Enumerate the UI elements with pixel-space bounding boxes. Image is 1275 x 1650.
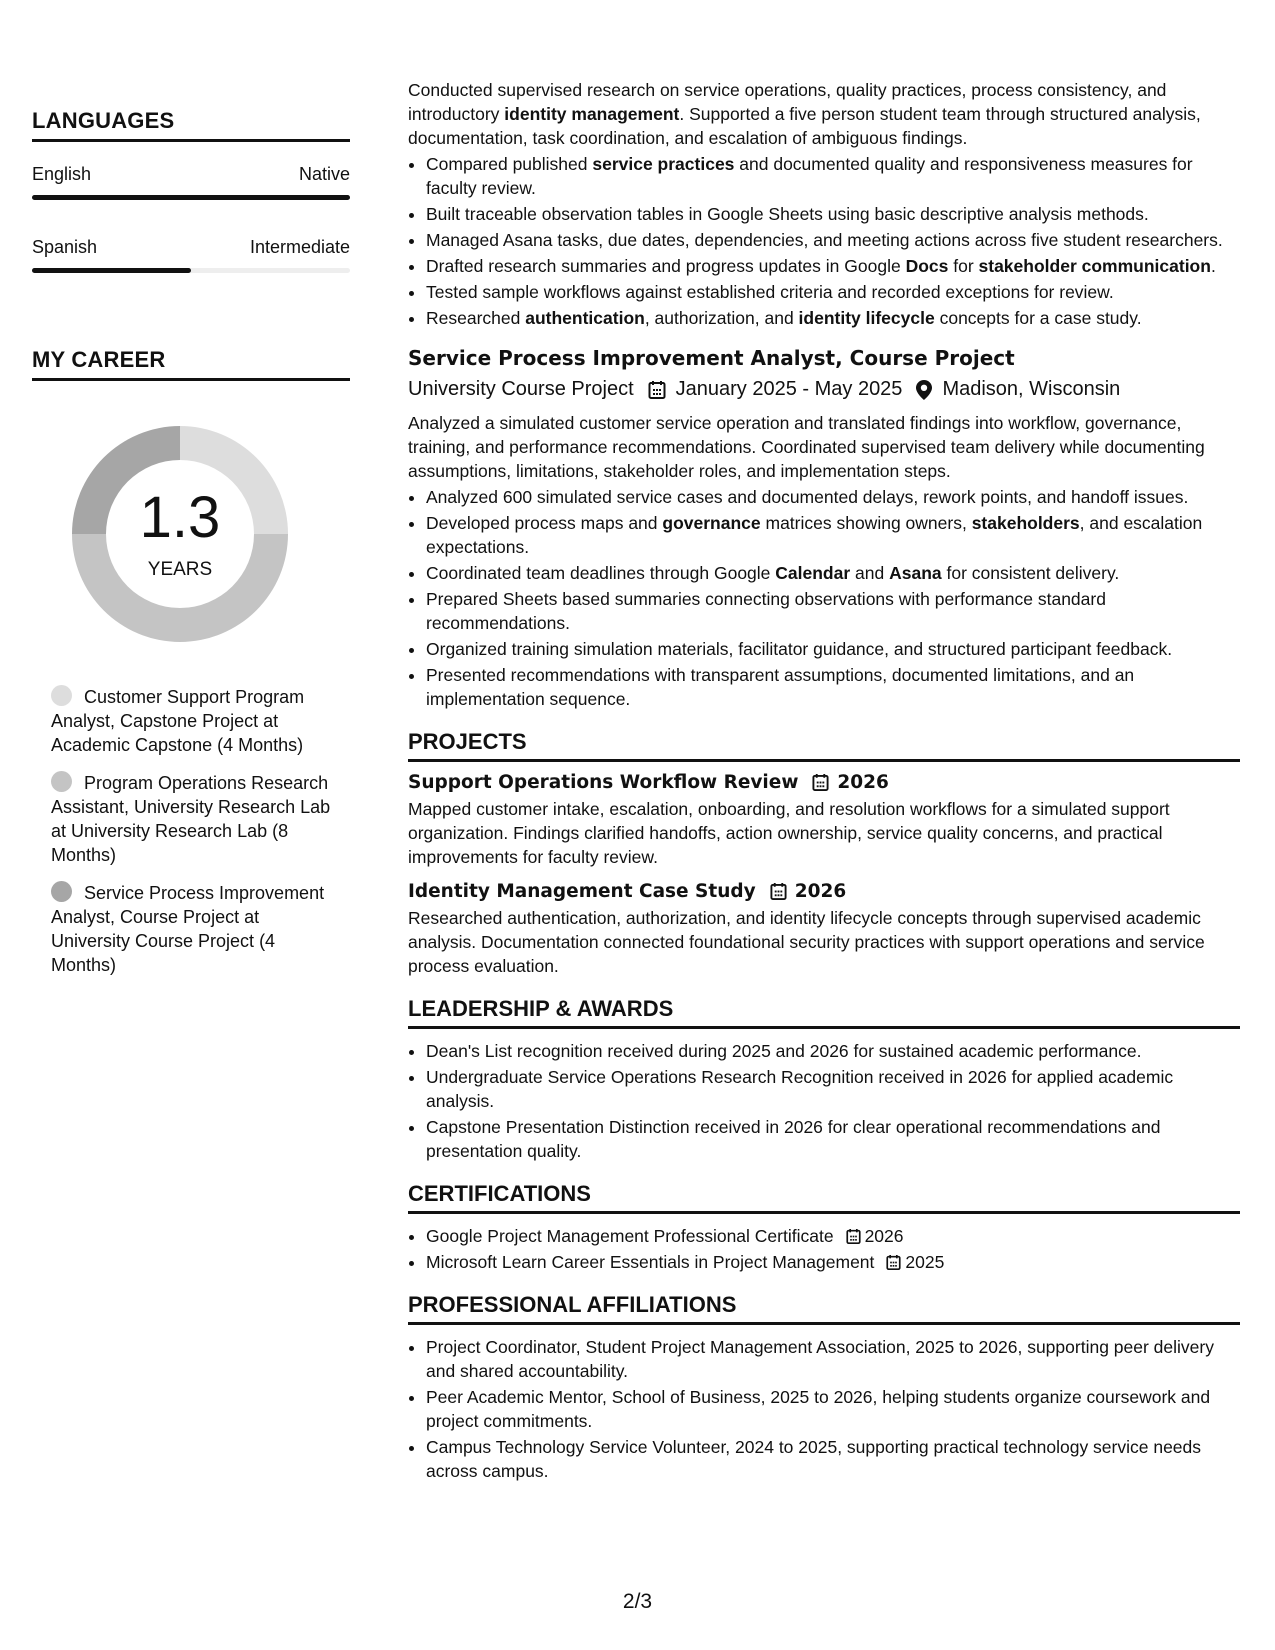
job-bullets (408, 152, 1240, 330)
certification-name: • Google Project Management Professional Certificate (426, 1226, 834, 1246)
list-item: • Coordinated team deadlines through Google Calendar and Asana for consistent delivery. (426, 561, 1240, 585)
list-item: • Analyzed 600 simulated service cases and documented delays, rework points, and handoff issues. (426, 485, 1240, 509)
main-content (408, 78, 1240, 1485)
language-proficiency-fill (32, 268, 191, 273)
career-donut-segment (72, 534, 288, 642)
language-proficiency-fill (32, 195, 350, 200)
legend-dot-icon (51, 771, 72, 792)
list-item: • Project Coordinator, Student Project Management Association, 2025 to 2026, supporting peer delivery and shared accountability. (426, 1335, 1240, 1383)
career-legend-item (51, 685, 336, 757)
legend-dot-icon (51, 881, 72, 902)
affiliations-list (408, 1335, 1240, 1483)
projects-heading: PROJECTS (408, 729, 1240, 762)
language-proficiency-bar (32, 195, 350, 200)
job-title: Service Process Improvement Analyst, Course Project (408, 346, 1015, 370)
project-year: 2026 (837, 772, 889, 793)
list-item: • Tested sample workflows against established criteria and recorded exceptions for review. (426, 280, 1240, 304)
project-description: Mapped customer intake, escalation, onboarding, and resolution workflows for a simulated support organization. Findings clarified handoffs, action ownership, service quality concerns, and practical improvements for faculty review. (408, 799, 1170, 867)
list-item: • Compared published service practices and documented quality and responsiveness measures for faculty review. (426, 152, 1240, 200)
page-number: 2/3 (622, 1590, 653, 1613)
list-item: • Dean's List recognition received during 2025 and 2026 for sustained academic performance. (426, 1039, 1240, 1063)
language-item (32, 237, 350, 273)
list-item: • Built traceable observation tables in Google Sheets using basic descriptive analysis methods. (426, 202, 1240, 226)
job-intro: Conducted supervised research on service operations, quality practices, process consistency, and introductory identity management. Supported a five person student team through structured analysis, documentation, task coordination, and escalation of ambiguous findings. (408, 80, 1201, 148)
job-dates: January 2025 - May 2025 (675, 378, 903, 400)
career-legend-label: Customer Support Program Analyst, Capstone Project at Academic Capstone (4 Months) (51, 687, 305, 755)
career-legend (51, 685, 336, 977)
list-item: • Researched authentication, authorization, and identity lifecycle concepts for a case study. (426, 306, 1240, 330)
list-item: • Developed process maps and governance matrices showing owners, stakeholders, and escalation expectations. (426, 511, 1240, 559)
certification-year: 2025 (905, 1252, 945, 1272)
calendar-icon (770, 882, 787, 901)
certification-year: 2026 (864, 1226, 904, 1246)
job-meta (408, 378, 1240, 401)
calendar-icon (648, 380, 666, 400)
list-item (426, 1250, 1240, 1274)
career-legend-label: Service Process Improvement Analyst, Course Project at University Course Project (4 Months) (51, 883, 325, 975)
list-item: • Drafted research summaries and progress updates in Google Docs for stakeholder communication. (426, 254, 1240, 278)
languages-heading: LANGUAGES (32, 108, 350, 142)
language-level: Native (298, 164, 350, 184)
certifications-list (408, 1224, 1240, 1274)
career-years-unit: YEARS (147, 559, 213, 580)
career-donut-chart (65, 419, 295, 649)
project-year: 2026 (794, 881, 847, 902)
project-description: Researched authentication, authorization, and identity lifecycle concepts through supervised academic analysis. Documentation connected foundational security practices with support operations and service process evaluation. (408, 908, 1205, 976)
list-item: • Undergraduate Service Operations Research Recognition received in 2026 for applied academic analysis. (426, 1065, 1240, 1113)
language-proficiency-bar (32, 268, 350, 273)
job-location: Madison, Wisconsin (942, 378, 1121, 400)
project-title: Support Operations Workflow Review (408, 772, 799, 793)
list-item: • Managed Asana tasks, due dates, dependencies, and meeting actions across five student researchers. (426, 228, 1240, 252)
language-item (32, 164, 350, 200)
language-name: English (32, 164, 92, 184)
career-legend-item (51, 771, 336, 867)
certifications-heading: CERTIFICATIONS (408, 1181, 1240, 1214)
job-bullets (408, 485, 1240, 711)
job-description: Analyzed a simulated customer service operation and translated findings into workflow, governance, training, and performance recommendations. Coordinated supervised team delivery while documenting assumptions, limitations, stakeholder roles, and implementation steps. (408, 413, 1205, 481)
list-item: • Presented recommendations with transparent assumptions, documented limitations, and an implementation sequence. (426, 663, 1240, 711)
list-item: • Capstone Presentation Distinction received in 2026 for clear operational recommendations and presentation quality. (426, 1115, 1240, 1163)
certification-name: • Microsoft Learn Career Essentials in Project Management (426, 1252, 875, 1272)
leadership-heading: LEADERSHIP & AWARDS (408, 996, 1240, 1029)
affiliations-heading: PROFESSIONAL AFFILIATIONS (408, 1292, 1240, 1325)
job-organization: University Course Project (408, 378, 634, 400)
career-legend-item (51, 881, 336, 977)
language-level: Intermediate (249, 237, 350, 257)
calendar-icon (846, 1228, 861, 1245)
project-item (408, 772, 1240, 869)
career-total-years: 1.3 (139, 485, 221, 550)
list-item: • Campus Technology Service Volunteer, 2024 to 2025, supporting practical technology service needs across campus. (426, 1435, 1240, 1483)
project-title: Identity Management Case Study (408, 881, 756, 902)
legend-dot-icon (51, 685, 72, 706)
language-name: Spanish (32, 237, 98, 257)
leadership-list (408, 1039, 1240, 1163)
calendar-icon (886, 1254, 901, 1271)
location-pin-icon (916, 380, 932, 400)
project-item (408, 881, 1240, 978)
list-item: • Prepared Sheets based summaries connecting observations with performance standard recommendations. (426, 587, 1240, 635)
list-item: • Organized training simulation materials, facilitator guidance, and structured participant feedback. (426, 637, 1240, 661)
sidebar (32, 108, 350, 991)
career-legend-label: Program Operations Research Assistant, University Research Lab at University Research Lab (8 Months) (51, 773, 331, 865)
calendar-icon (812, 773, 829, 792)
career-heading: MY CAREER (32, 347, 350, 381)
list-item (426, 1224, 1240, 1248)
list-item: • Peer Academic Mentor, School of Business, 2025 to 2026, helping students organize coursework and project commitments. (426, 1385, 1240, 1433)
